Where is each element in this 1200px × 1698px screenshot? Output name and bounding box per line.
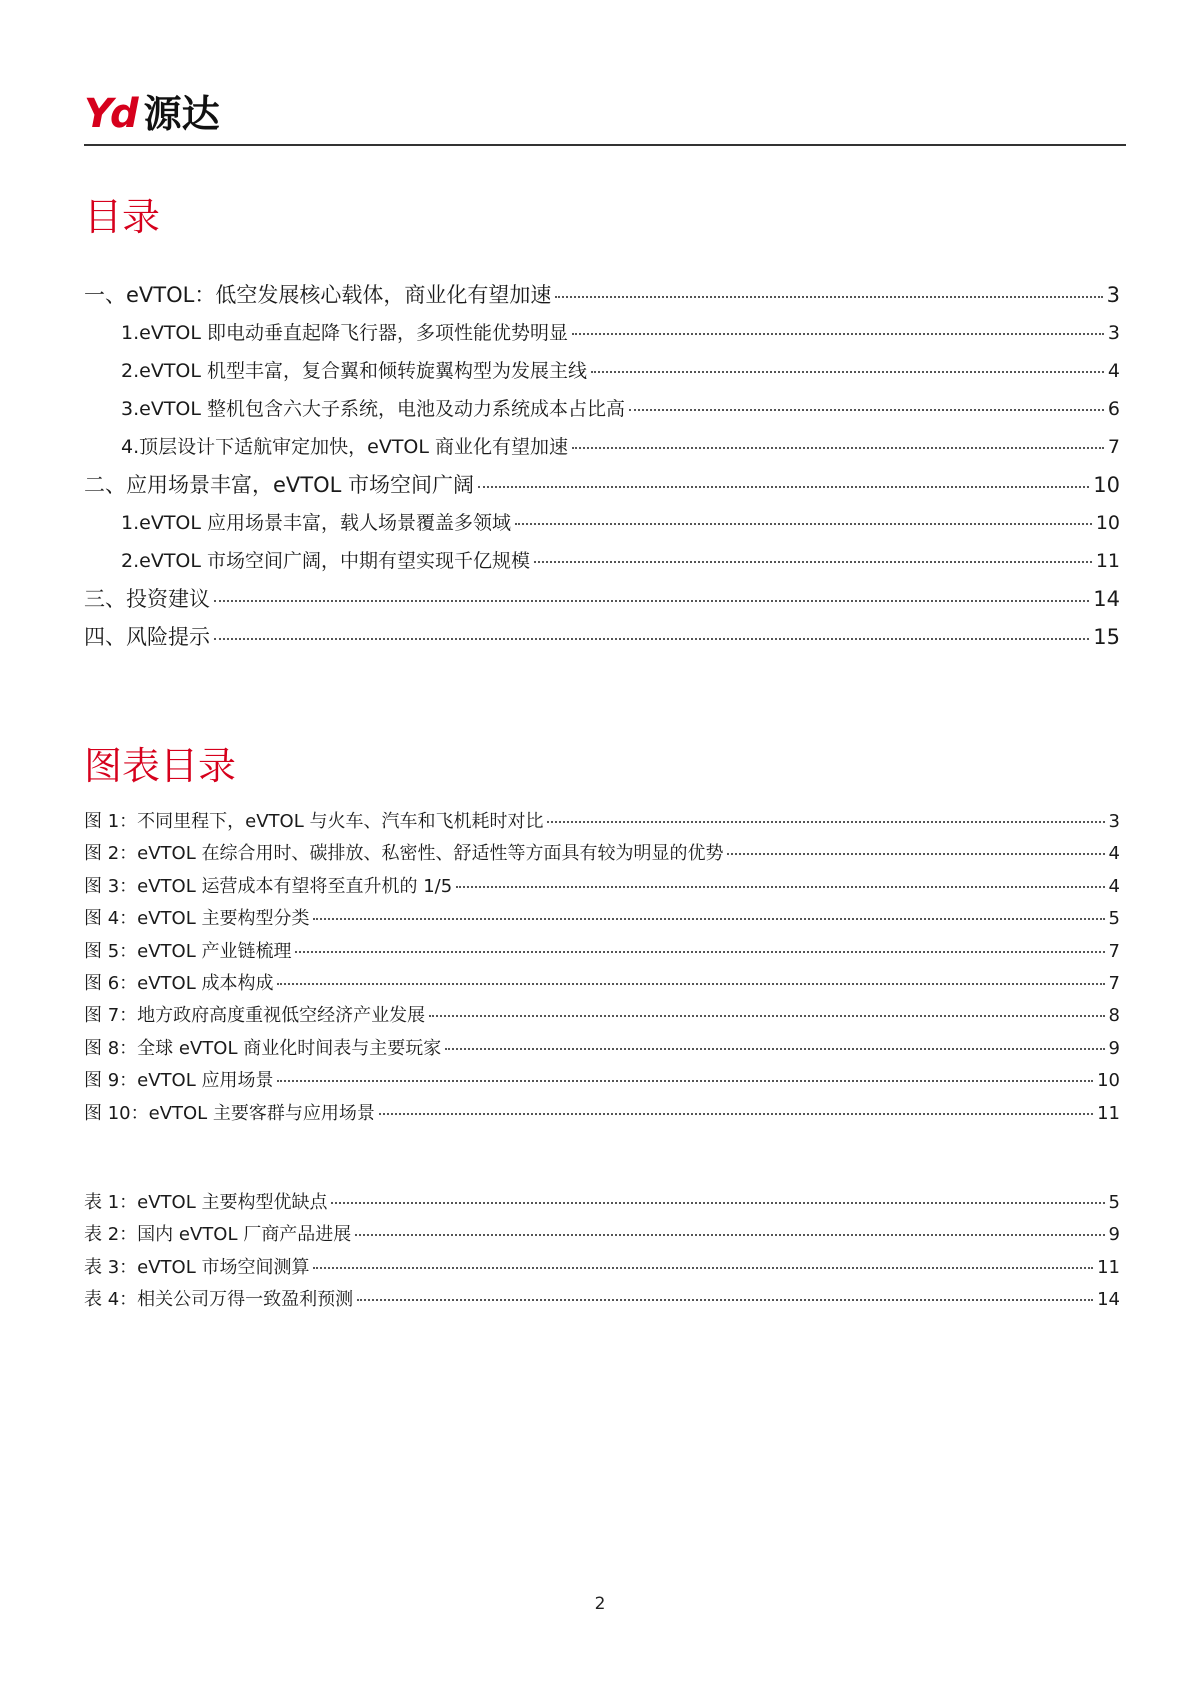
- table-entry-label: 表 3：eVTOL 市场空间测算: [84, 1256, 310, 1278]
- toc-entry-page: 3: [1107, 322, 1120, 344]
- toc-entry-page: 15: [1093, 625, 1120, 649]
- dot-leader: [214, 638, 1089, 640]
- toc-entry-page: 10: [1095, 512, 1120, 534]
- toc-entry-label: 3.eVTOL 整机包含六大子系统，电池及动力系统成本占比高: [121, 398, 626, 420]
- toc-entry[interactable]: [84, 580, 1120, 618]
- dot-leader: [515, 523, 1092, 525]
- table-entry[interactable]: [84, 1252, 1120, 1284]
- figure-entry-label: 图 8：全球 eVTOL 商业化时间表与主要玩家: [84, 1037, 442, 1059]
- figure-entry-label: 图 2：eVTOL 在综合用时、碳排放、私密性、舒适性等方面具有较为明显的优势: [84, 843, 724, 865]
- table-entry-page: 14: [1097, 1289, 1120, 1311]
- toc-entry-label: 四、风险提示: [84, 625, 210, 649]
- toc-entry-label: 1.eVTOL 应用场景丰富，载人场景覆盖多领域: [121, 512, 512, 534]
- toc-entry[interactable]: [84, 504, 1120, 542]
- dot-leader: [429, 1015, 1104, 1017]
- figure-entry-page: 11: [1097, 1102, 1120, 1124]
- figure-entry[interactable]: [84, 903, 1120, 935]
- toc-entry-page: 10: [1093, 473, 1120, 497]
- page-header: [84, 92, 1126, 146]
- toc-entry-label: 三、投资建议: [84, 587, 210, 611]
- toc-entry-page: 4: [1107, 360, 1120, 382]
- toc-entry-page: 6: [1107, 398, 1120, 420]
- dot-leader: [277, 1080, 1093, 1082]
- figure-entry-page: 9: [1108, 1037, 1120, 1059]
- toc-entry-label: 1.eVTOL 即电动垂直起降飞行器，多项性能优势明显: [121, 322, 569, 344]
- dot-leader: [331, 1202, 1104, 1204]
- figure-entry-label: 图 4：eVTOL 主要构型分类: [84, 908, 310, 930]
- figure-entry[interactable]: [84, 806, 1120, 838]
- figure-entry[interactable]: [84, 936, 1120, 968]
- figure-entry-label: 图 7：地方政府高度重视低空经济产业发展: [84, 1005, 426, 1027]
- figure-entry[interactable]: [84, 968, 1120, 1000]
- figure-entry-page: 7: [1108, 940, 1120, 962]
- figure-entry-page: 4: [1108, 875, 1120, 897]
- logo-mark: Yd: [84, 91, 136, 137]
- toc-entry[interactable]: [84, 618, 1120, 656]
- table-entry[interactable]: [84, 1284, 1120, 1316]
- toc-entry-label: 二、应用场景丰富，eVTOL 市场空间广阔: [84, 473, 475, 497]
- figure-entry[interactable]: [84, 838, 1120, 870]
- dot-leader: [456, 886, 1104, 888]
- dot-leader: [445, 1048, 1104, 1050]
- toc-entry-label: 2.eVTOL 市场空间广阔，中期有望实现千亿规模: [121, 550, 531, 572]
- toc-entry-label: 一、eVTOL：低空发展核心载体，商业化有望加速: [84, 283, 552, 307]
- figure-entry[interactable]: [84, 1065, 1120, 1097]
- dot-leader: [478, 486, 1089, 488]
- brand-logo: [84, 92, 220, 136]
- dot-leader: [295, 951, 1104, 953]
- figure-entry-page: 7: [1108, 972, 1120, 994]
- table-entry[interactable]: [84, 1219, 1120, 1251]
- toc-entry-page: 3: [1106, 283, 1120, 307]
- toc-entry[interactable]: [84, 276, 1120, 314]
- figure-list: [84, 806, 1120, 1130]
- table-of-contents: [84, 276, 1120, 656]
- table-entry-label: 表 1：eVTOL 主要构型优缺点: [84, 1192, 328, 1213]
- figure-entry-label: 图 9：eVTOL 应用场景: [84, 1070, 274, 1092]
- dot-leader: [379, 1113, 1093, 1115]
- dot-leader: [277, 983, 1104, 985]
- toc-entry-label: 4.顶层设计下适航审定加快，eVTOL 商业化有望加速: [121, 436, 569, 458]
- figure-entry-label: 图 6：eVTOL 成本构成: [84, 972, 274, 994]
- dot-leader: [572, 333, 1104, 335]
- figure-entry-label: 图 1：不同里程下，eVTOL 与火车、汽车和飞机耗时对比: [84, 811, 544, 832]
- dot-leader: [555, 296, 1102, 298]
- toc-entry[interactable]: [84, 352, 1120, 390]
- dot-leader: [629, 409, 1104, 411]
- figure-entry-label: 图 10：eVTOL 主要客群与应用场景: [84, 1102, 375, 1124]
- figure-entry[interactable]: [84, 1033, 1120, 1065]
- table-entry[interactable]: [84, 1187, 1120, 1219]
- toc-title: 目录: [84, 195, 161, 239]
- figure-entry[interactable]: [84, 1098, 1120, 1130]
- figure-entry-page: 4: [1108, 843, 1120, 865]
- figure-entry-page: 10: [1097, 1070, 1120, 1092]
- dot-leader: [214, 600, 1089, 602]
- toc-entry[interactable]: [84, 390, 1120, 428]
- toc-entry[interactable]: [84, 314, 1120, 352]
- figure-entry-label: 图 5：eVTOL 产业链梳理: [84, 940, 292, 962]
- dot-leader: [313, 918, 1104, 920]
- toc-entry[interactable]: [84, 428, 1120, 466]
- toc-entry[interactable]: [84, 466, 1120, 504]
- figure-entry[interactable]: [84, 871, 1120, 903]
- logo-text: 源达: [143, 92, 220, 136]
- table-entry-page: 9: [1108, 1224, 1120, 1246]
- header-divider: [84, 144, 1126, 146]
- toc-entry-page: 14: [1093, 587, 1120, 611]
- figures-title: 图表目录: [84, 744, 237, 788]
- toc-entry-label: 2.eVTOL 机型丰富，复合翼和倾转旋翼构型为发展主线: [121, 360, 588, 382]
- table-entry-page: 11: [1097, 1256, 1120, 1278]
- table-list: [84, 1187, 1120, 1317]
- page-number: 2: [594, 1594, 606, 1614]
- dot-leader: [572, 447, 1104, 449]
- toc-entry-page: 7: [1107, 436, 1120, 458]
- dot-leader: [534, 561, 1092, 563]
- dot-leader: [357, 1299, 1093, 1301]
- toc-entry[interactable]: [84, 542, 1120, 580]
- dot-leader: [591, 371, 1104, 373]
- figure-entry[interactable]: [84, 1000, 1120, 1032]
- dot-leader: [547, 821, 1104, 823]
- dot-leader: [727, 853, 1104, 855]
- toc-entry-page: 11: [1095, 550, 1120, 572]
- figure-entry-page: 5: [1108, 908, 1120, 930]
- figure-entry-page: 3: [1108, 811, 1120, 832]
- dot-leader: [313, 1267, 1093, 1269]
- figure-entry-label: 图 3：eVTOL 运营成本有望将至直升机的 1/5: [84, 875, 453, 897]
- table-entry-page: 5: [1108, 1192, 1120, 1213]
- table-entry-label: 表 4：相关公司万得一致盈利预测: [84, 1289, 354, 1311]
- figure-entry-page: 8: [1108, 1005, 1120, 1027]
- table-entry-label: 表 2：国内 eVTOL 厂商产品进展: [84, 1224, 352, 1246]
- dot-leader: [355, 1234, 1104, 1236]
